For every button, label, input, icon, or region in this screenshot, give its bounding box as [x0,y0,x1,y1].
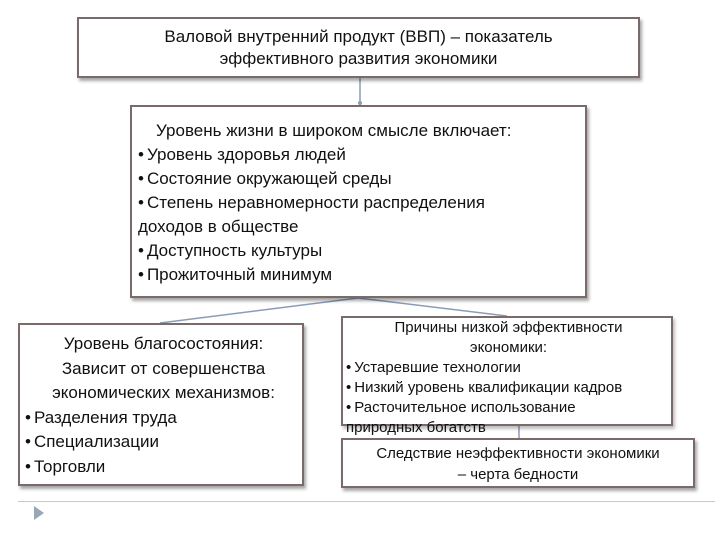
triangle-right-icon[interactable] [34,506,44,520]
gdp-line-2: эффективного развития экономики [219,49,498,68]
footer-divider [18,501,715,502]
connector-mid-to-right [358,298,507,316]
welfare-line-3: экономических механизмов: [52,383,275,402]
gdp-definition-box [77,17,640,78]
low-efficiency-causes-box [341,316,673,436]
living-standard-item: • Прожиточный минимум [138,263,585,287]
welfare-line-1: Уровень благосостояния: [63,334,264,353]
welfare-item: • Разделения труда [25,406,302,431]
welfare-item: • Специализации [25,430,302,455]
causes-line-2: экономики: [469,339,548,356]
living-standard-item: • Уровень здоровья людей [138,143,585,167]
living-standard-item-continuation: доходов в обществе [138,217,299,236]
living-standard-item: • Доступность культуры [138,239,585,263]
causes-item: • Низкий уровень квалификации кадров [346,378,671,398]
living-standard-item: • Степень неравномерности распределения [138,191,585,215]
living-standard-item: • Состояние окружающей среды [138,167,585,191]
connector-mid-to-left [160,298,358,323]
living-standard-heading: Уровень жизни в широком смысле включает: [156,121,512,140]
causes-item: • Устаревшие технологии [346,358,671,378]
welfare-line-2: Зависит от совершенства [61,358,266,378]
poverty-line-2: – черта бедности [457,466,579,483]
welfare-box [18,323,304,486]
poverty-line-1: Следствие неэффективности экономики [376,445,660,462]
causes-line-1: Причины низкой эффективности [394,319,623,336]
causes-item: • Расточительное использование [346,398,671,418]
welfare-item: • Торговли [25,455,302,480]
causes-item-continuation: природных богатств [346,419,486,436]
living-standard-box [130,105,587,298]
gdp-line-1: Валовой внутренний продукт (ВВП) – показатель [164,27,553,46]
poverty-consequence-box [341,438,695,488]
